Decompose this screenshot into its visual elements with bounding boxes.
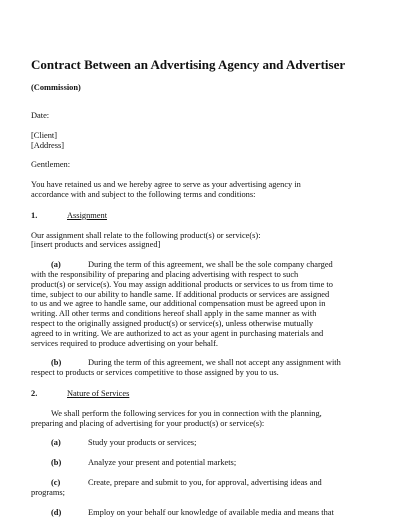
paragraph-line: to us and we agree to handle same, our additional compensation must be agreed upon in [31,299,326,309]
paragraph-line: product(s) or service(s). You may assign additional products or services to us from time to [31,279,333,289]
document-body [31,111,360,517]
service-text: Study your products or services; [88,438,197,448]
section-number: 1. [31,210,38,220]
salutation: Gentlemen: [31,160,71,170]
service-label: (d) [51,507,62,517]
paragraph-text: During the term of this agreement, we shall be the sole company charged [88,260,333,270]
paragraph-a [31,260,360,348]
service-line [31,438,360,448]
recipient-block [31,131,360,151]
document-title: Contract Between an Advertising Agency and Advertiser [31,57,346,72]
service-text: Employ on your behalf our knowledge of available media and means that [88,507,334,517]
section-number: 2. [31,388,38,398]
service-label: (b) [51,458,62,468]
service-text: Create, prepare and submit to you, for approval, advertising ideas and [88,477,322,487]
service-label: (a) [51,438,61,448]
assignment-intro [31,231,360,251]
service-item-c [31,478,360,498]
service-line: programs; [31,487,65,497]
section-heading-nature-of-services [31,389,360,399]
service-line [31,508,360,518]
assignment-placeholder: [insert products and services assigned] [31,240,161,250]
section-heading-assignment [31,211,360,221]
paragraph-line: respect to the originally assigned product(s) or service(s), unless otherwise mutually [31,318,314,328]
client-placeholder: [Client] [31,130,58,140]
paragraph-text: During the term of this agreement, we shall not accept any assignment with [88,358,341,368]
paragraph-b [31,358,360,378]
service-text: Analyze your present and potential markets; [88,458,237,468]
paragraph-line: time, subject to our ability to handle same. If additional products or services are assigned [31,289,330,299]
service-item-b [31,458,360,468]
intro-line: accordance with and subject to the following terms and conditions: [31,189,256,199]
assignment-line: Our assignment shall relate to the following product(s) or service(s): [31,230,261,240]
address-placeholder: [Address] [31,140,65,150]
paragraph-line: agreed to in writing. We are authorized to act as your agent in purchasing materials and [31,328,324,338]
section-title: Assignment [67,210,108,220]
section-title: Nature of Services [67,388,130,398]
services-line: preparing and placing of advertising for your product(s) or service(s): [31,418,265,428]
service-item-d [31,508,360,518]
document-subtitle: (Commission) [31,83,81,92]
date-label: Date: [31,111,50,120]
paragraph-label: (b) [51,358,62,368]
service-item-a [31,438,360,448]
paragraph-label: (a) [51,260,61,270]
intro-line: You have retained us and we hereby agree to serve as your advertising agency in [31,180,301,190]
paragraph-line: services required to produce advertising on your behalf. [31,338,218,348]
service-line [31,478,360,488]
paragraph-line: with the responsibility of preparing and placing advertising with respect to such [31,269,299,279]
paragraph-line [31,260,360,270]
paragraph-line: writing. All other terms and conditions hereof shall apply in the same manner as with [31,309,317,319]
intro-paragraph [31,180,360,200]
paragraph-line [31,358,360,368]
services-line: We shall perform the following services for you in connection with the planning, [51,408,322,418]
service-line [31,458,360,468]
services-intro [31,409,360,429]
paragraph-line: respect to products or services competitive to those assigned by you to us. [31,368,279,378]
service-label: (c) [51,477,61,487]
